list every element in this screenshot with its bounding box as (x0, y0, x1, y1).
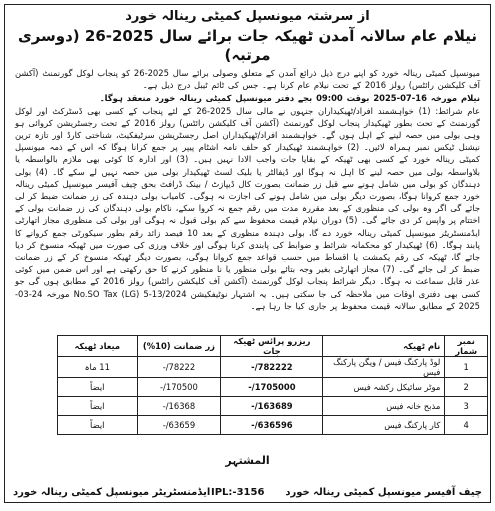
cell-period: ایضاً (58, 397, 138, 416)
header-name: نام ٹھیکہ (323, 336, 445, 357)
cell-reserve: 782222/- (221, 357, 323, 378)
table-row (58, 416, 488, 435)
cell-reserve: 636596/- (221, 416, 323, 435)
notice-headline: نیلام عام سالانہ آمدن ٹھیکہ جات برائے سال 2025-26 (دوسری مرتبہ) (17, 27, 478, 64)
notice-body (5, 65, 490, 312)
cell-period: 11 ماہ (58, 357, 138, 378)
cell-bid-security: 16368/- (137, 397, 221, 416)
table-header-row (58, 336, 488, 357)
cell-period: ایضاً (58, 416, 138, 435)
auction-schedule: نیلام مورخہ 16-07-2025 بوقت 09:00 بجے دفتر میونسپل کمیٹی رینالہ خورد منعقد ہوگا۔ (99, 93, 480, 104)
cell-name: لوڈ پارکنگ فیس / ویگن پارکنگ فیس (323, 357, 445, 378)
administrator-signature: ایڈمنسٹریٹر میونسپل کمیٹی رینالہ خورد (13, 487, 211, 498)
table-row (58, 357, 488, 378)
cell-name: موٹر سائیکل رکشہ فیس (323, 378, 445, 397)
announcement-word: المشتہر (225, 454, 270, 467)
cell-sr: 4 (445, 416, 488, 435)
contracts-table (57, 335, 488, 435)
table-row (58, 378, 488, 397)
cell-bid-security: 78222/- (137, 357, 221, 378)
header-reserve: ریزرو پرائس ٹھیکہ جات (221, 336, 323, 357)
cell-reserve: 163689/- (221, 397, 323, 416)
header-sr: نمبر شمار (445, 336, 488, 357)
ipl-number: IPL:-3156 (211, 487, 265, 498)
header-period: میعاد ٹھیکہ (58, 336, 138, 357)
cell-period: ایضاً (58, 378, 138, 397)
cell-bid-security: 170500/- (137, 378, 221, 397)
terms-paragraph: عام شرائط: (1) خواہشمند افراد/ٹھیکیداران جنہوں نے مالی سال 2025-26 کے لئے پنجاب کے کسی بھی ڈسٹرکٹ اور لوکل گورنمنٹ کے تحت بطور ٹھیکیدار پنجاب لوکل گورنمنٹ (آکشن آف کلیکشن رائٹس) رولز 2016 کے تحت رجسٹریشن کروائی ہو وہی بولی میں حصہ لینے کے اہل ہوں گے۔ خواہشمند افراد/ٹھیکیداران اصل رجسٹریشن سرٹیفکیٹ، شناختی کارڈ اور تازہ ترین نیشنل ٹیکس نمبر ہمراہ لائیں۔ (2) خواہشمند ٹھیکیدار کو حلف نامہ اشٹام پیپر پر جمع کرانا ہوگا کہ اس کے ذمہ میونسپل کمیٹی رینالہ خورد کے کسی بھی ٹھیکہ کے بقایا جات واجب الادا نہیں ہیں۔ (3) اور ادارہ کا کوئی بھی ملازم بالواسطہ یا بلاواسطہ بولی میں حصہ لینے کا اہل نہ ہوگا اور ڈیفالٹر یا بلیک لسٹ ٹھیکیدار بولی میں حصہ نہیں لے سکے گا۔ (4) بولی دہندگان کو بولی میں شامل ہونے سے قبل زر ضمانت بصورت کال ڈیپازٹ / بینک ڈرافٹ بحق چیف آفیسر میونسپل کمیٹی رینالہ خورد جمع کروانا ہوگا، بصورت دیگر بولی میں شامل ہونے کی اجازت نہ ہوگی۔ کامیاب بولی دہندہ کی زر ضمانت ضبط کر لی جائے گی اگر وہ بولی کی منظوری کے بعد مقررہ مدت میں رقم جمع نہ کروا سکے، ناکام بولی دہندگان کی زر ضمانت بولی کے اختتام پر واپس کر دی جائے گی۔ (5) دوران نیلام قیمت محفوظ سے کم بولی قبول نہ ہوگی اور بولی کی منظوری مجاز اتھارٹی ایڈمنسٹریٹر میونسپل کمیٹی رینالہ خورد دے گا، بولی دہندہ منظوری کے بعد 10 فیصد زائد رقم بطور سیکورٹی جمع کروانے کا پابند ہوگا۔ (6) ٹھیکیدار کو محکمانہ شرائط و ضوابط کی پابندی کرنا ہوگی اور خلاف ورزی کی صورت میں ٹھیکہ منسوخ کر دیا جائے گا، ٹھیکہ کی رقم یکمشت یا اقساط میں حسب قواعد جمع کروانا ہوگی، بصورت دیگر ٹھیکہ منسوخ کر کے زر ضمانت ضبط کر لی جائے گی۔ (7) مجاز اتھارٹی بغیر وجہ بتائے بولی منظور یا نا منظور کرنے کا حق رکھتی ہے اور اس ضمن میں کوئی عذر قابل سماعت نہ ہوگا۔ دیگر شرائط پنجاب لوکل گورنمنٹ (آکشن آف کلیکشن رائٹس) رولز 2016 کے مطابق ہوں گی جو کسی بھی دفتری اوقات میں ملاحظہ کی جا سکتی ہیں۔ یہ اشتہار نوٹیفکیشن No.SO Tax (LG) 5-13/2024 مورخہ 24-03-2025 کے مطابق سالانہ قیمت محفوظ پر جاری کیا جا رہا ہے۔ (15, 105, 481, 311)
cell-name: کار پارکنگ فیس (323, 416, 445, 435)
table-row (58, 397, 488, 416)
cell-sr: 3 (445, 397, 488, 416)
intro-paragraph: میونسپل کمیٹی رینالہ خورد کو اپنے درج ذیل ذرائع آمدن کے متعلق وصولی برائے سال 2025-26 کو پنجاب لوکل گورنمنٹ (آکشن آف کلیکشن رائٹس) رولز 2016 کے تحت نیلام عام کرنا ہے۔ جس کی ٹائم ٹیبل درج ذیل ہے۔ (15, 68, 480, 91)
cell-name: مذبح خانہ فیس (323, 397, 445, 416)
cell-reserve: 1705000/- (221, 378, 323, 397)
cell-bid-security: 63659/- (137, 416, 221, 435)
organization-heading: از سرشتہ میونسپل کمیٹی رینالہ خورد (125, 9, 370, 24)
notice-page (4, 4, 491, 503)
chief-officer-signature: چیف آفیسر میونسپل کمیٹی رینالہ خورد (285, 487, 482, 498)
cell-sr: 2 (445, 378, 488, 397)
cell-sr: 1 (445, 357, 488, 378)
header-bid-security: زر ضمانت (10%) (137, 336, 221, 357)
